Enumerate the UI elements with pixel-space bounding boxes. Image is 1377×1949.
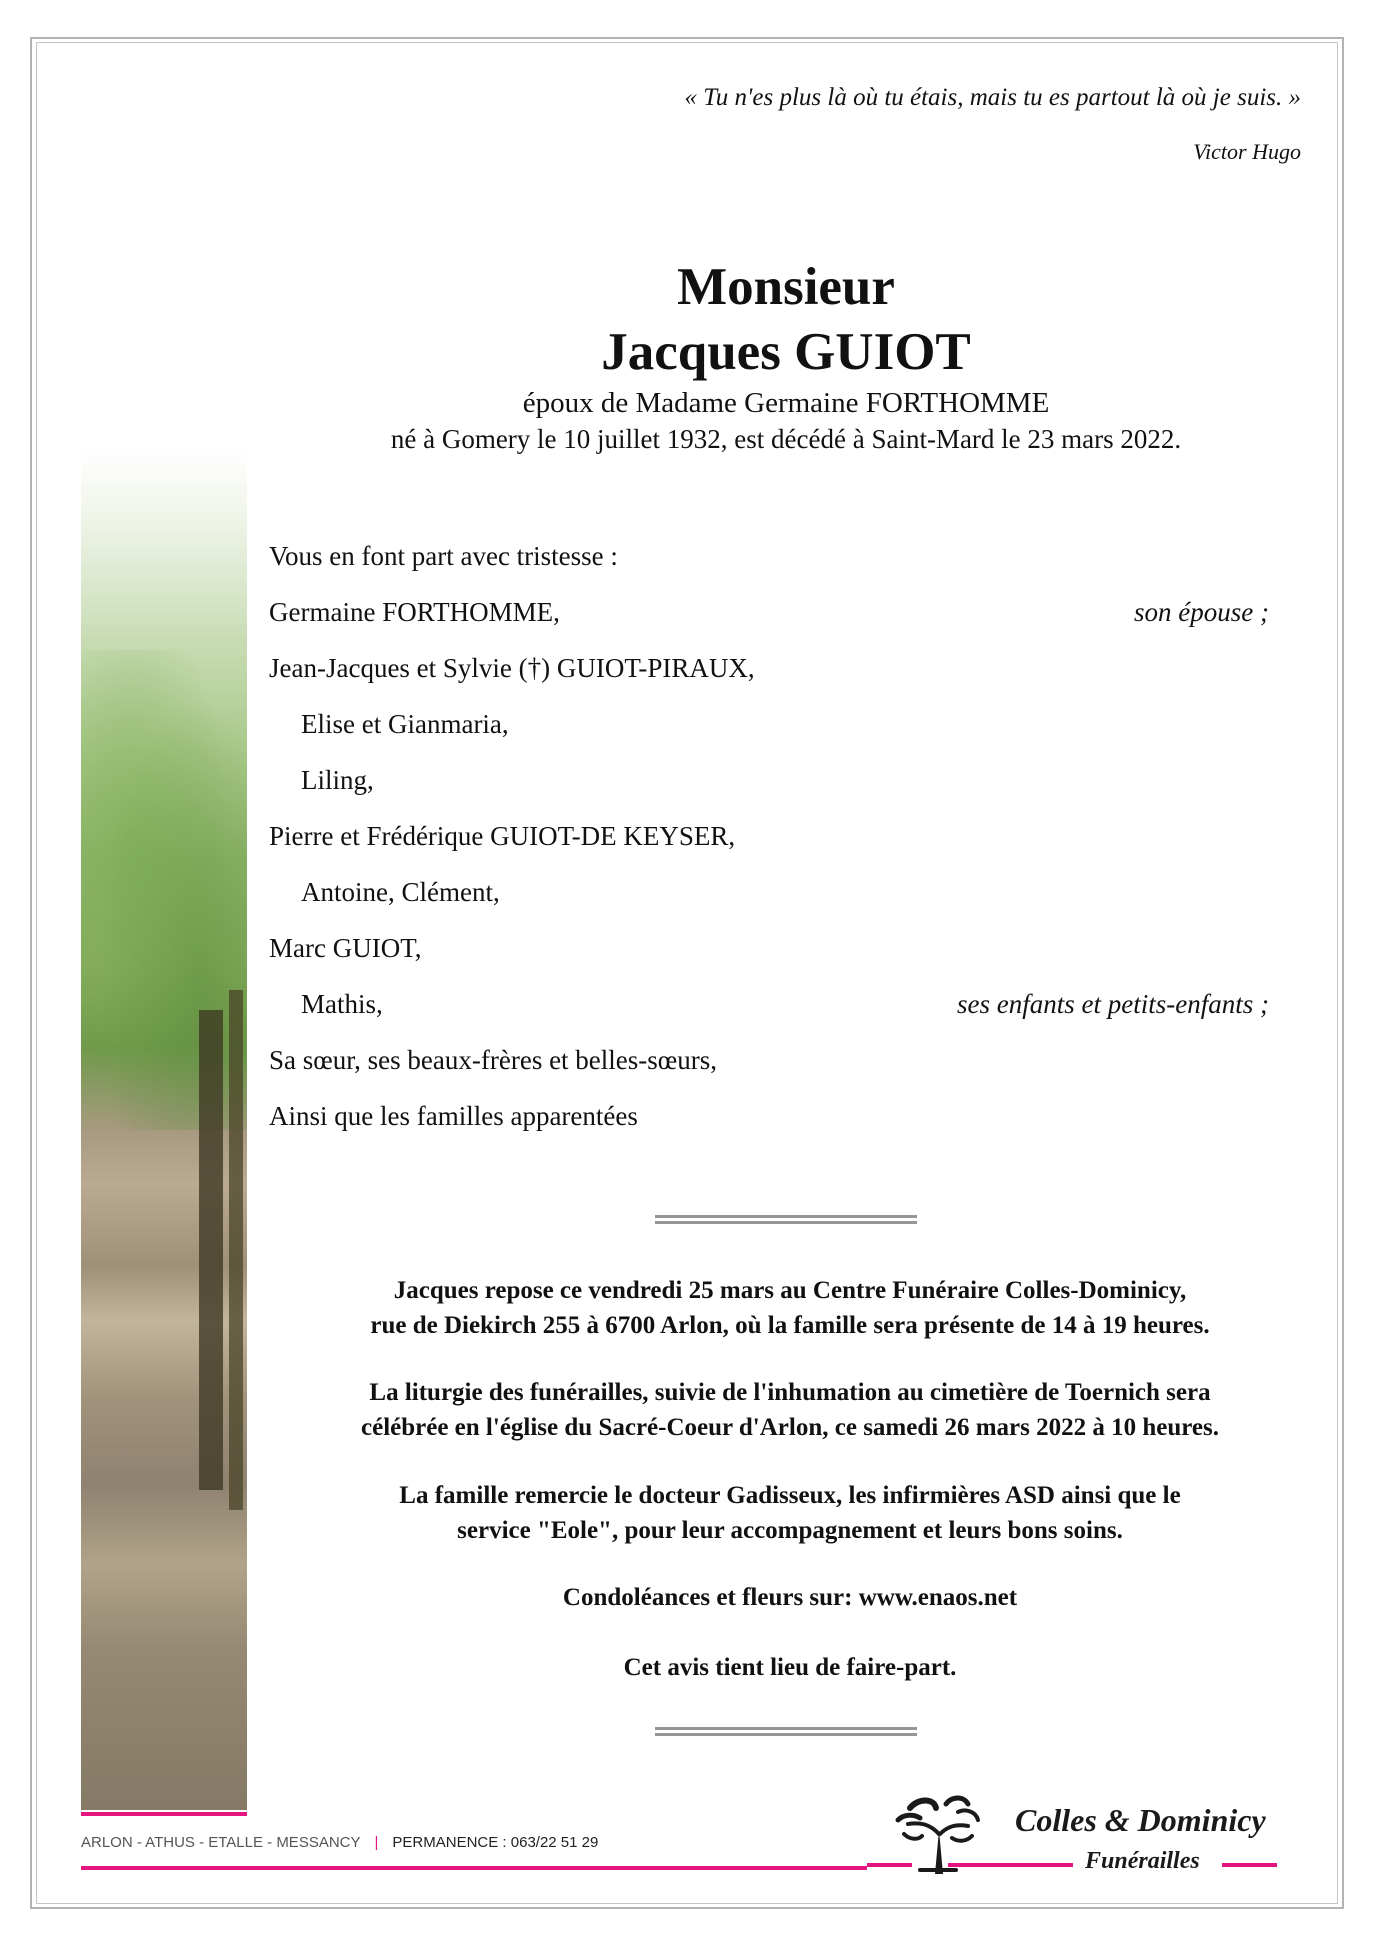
family-row [269, 705, 1269, 761]
family-row [269, 817, 1269, 873]
family-member: Marc GUIOT, [269, 933, 422, 963]
tree-trunk [229, 990, 243, 1510]
footer-accent-line [81, 1866, 867, 1870]
logo-accent-line [948, 1863, 1073, 1867]
epigraph-quote: « Tu n'es plus là où tu étais, mais tu es partout là où je suis. » [684, 84, 1301, 111]
family-member: Jean-Jacques et Sylvie (†) GUIOT-PIRAUX, [269, 653, 755, 683]
notice-line: célébrée en l'église du Sacré-Coeur d'Arlon, ce samedi 26 mars 2022 à 10 heures. [361, 1414, 1219, 1441]
notice-line: service "Eole", pour leur accompagnement et leurs bons soins. [457, 1517, 1123, 1544]
logo-subtitle: Funérailles [1085, 1848, 1200, 1874]
family-role: ses enfants et petits-enfants ; [957, 989, 1269, 1019]
family-intro: Vous en font part avec tristesse : [269, 541, 618, 571]
double-rule-divider [655, 1727, 917, 1736]
funeral-home-logo [870, 1790, 1290, 1880]
footer-permanence: PERMANENCE : 063/22 51 29 [392, 1834, 599, 1851]
logo-brand-name: Colles & Dominicy [1015, 1802, 1266, 1838]
family-row [269, 929, 1269, 985]
family-row [269, 985, 1269, 1041]
double-rule-divider [655, 1215, 917, 1224]
family-row [269, 593, 1269, 649]
family-row [269, 1041, 1269, 1097]
tree-icon [890, 1790, 985, 1874]
tree-trunk [199, 1010, 223, 1490]
family-list [269, 537, 1269, 1153]
forest-path-photo [81, 450, 247, 1810]
faire-part-line: Cet avis tient lieu de faire-part. [623, 1654, 957, 1681]
family-member: Pierre et Frédérique GUIOT-DE KEYSER, [269, 821, 736, 851]
footer-contact [81, 1834, 598, 1851]
family-member: Germaine FORTHOMME, [269, 597, 560, 627]
notice-line: La famille remercie le docteur Gadisseux, les infirmières ASD ainsi que le [399, 1482, 1181, 1509]
footer-towns: ARLON - ATHUS - ETALLE - MESSANCY [81, 1834, 361, 1851]
family-row [269, 761, 1269, 817]
family-member: Ainsi que les familles apparentées [269, 1101, 638, 1131]
family-member: Mathis, [301, 989, 383, 1019]
family-member: Antoine, Clément, [301, 877, 500, 907]
notice-line: rue de Diekirch 255 à 6700 Arlon, où la famille sera présente de 14 à 19 heures. [370, 1312, 1210, 1339]
family-intro-row [269, 537, 1269, 593]
family-member: Liling, [301, 765, 374, 795]
condolences-link-line: Condoléances et fleurs sur: www.enaos.net [562, 1584, 1018, 1611]
notice-line: La liturgie des funérailles, suivie de l'inhumation au cimetière de Toernich sera [369, 1379, 1211, 1406]
family-role: son épouse ; [1134, 597, 1269, 627]
deceased-name: Jacques GUIOT [601, 323, 971, 381]
honorific: Monsieur [677, 258, 895, 316]
visitation-notice [250, 1273, 1330, 1343]
notice-line: Jacques repose ce vendredi 25 mars au Centre Funéraire Colles-Dominicy, [393, 1277, 1187, 1304]
photo-accent-line [81, 1812, 247, 1816]
footer-separator: | [374, 1834, 379, 1851]
family-row [269, 873, 1269, 929]
family-row [269, 649, 1269, 705]
funeral-notice [250, 1375, 1330, 1445]
epigraph-author: Victor Hugo [1193, 139, 1301, 164]
deceased-header [236, 255, 1336, 457]
family-row [269, 1097, 1269, 1153]
logo-accent-line [1222, 1863, 1277, 1867]
family-member: Sa sœur, ses beaux-frères et belles-sœurs, [269, 1045, 718, 1075]
family-member: Elise et Gianmaria, [301, 709, 509, 739]
logo-accent-line [867, 1863, 912, 1867]
thanks-notice [250, 1478, 1330, 1548]
birth-death-line: né à Gomery le 10 juillet 1932, est décédé à Saint-Mard le 23 mars 2022. [390, 424, 1182, 454]
spouse-line: époux de Madame Germaine FORTHOMME [522, 387, 1050, 419]
